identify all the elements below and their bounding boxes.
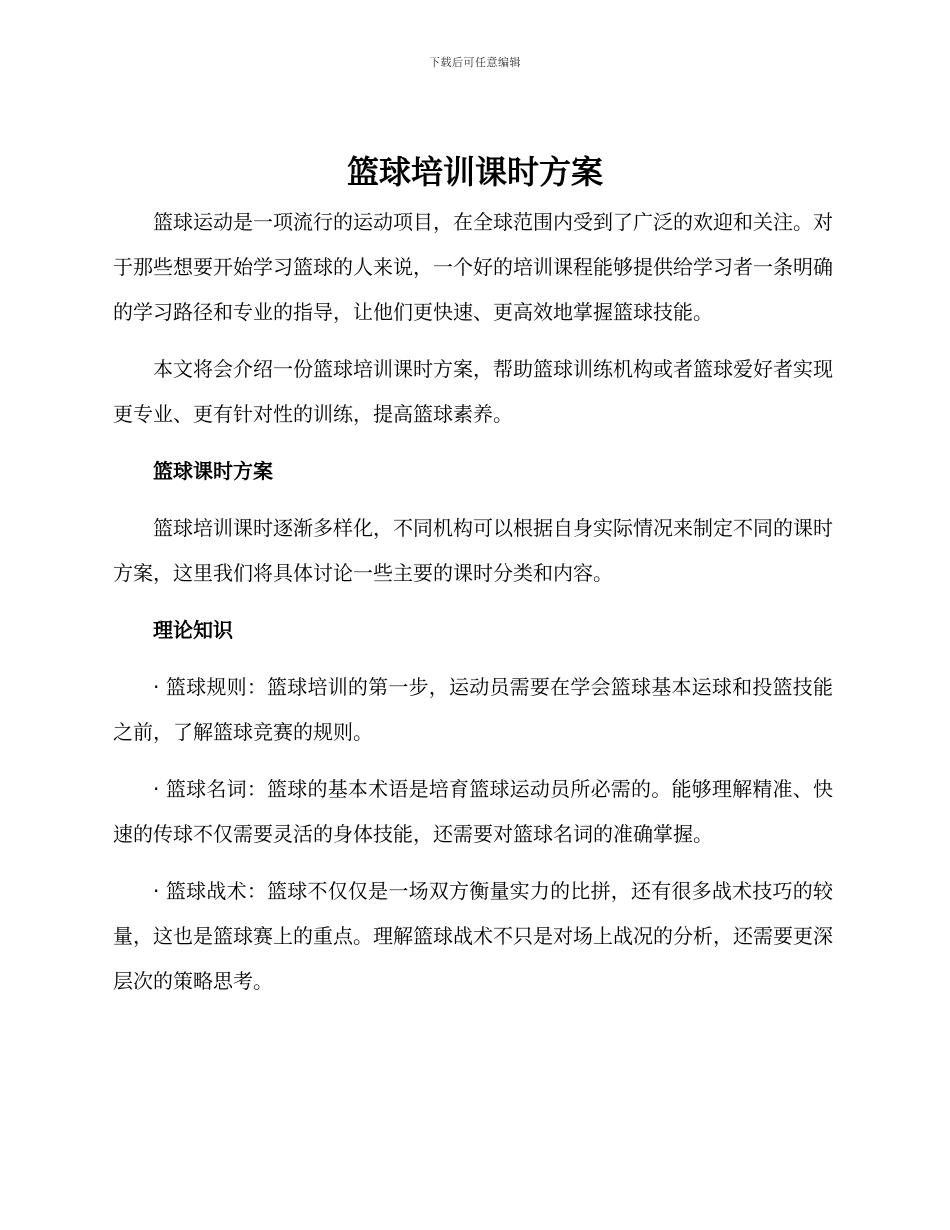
section-heading-course-plan: 篮球课时方案 xyxy=(153,459,273,483)
section-heading-theory: 理论知识 xyxy=(153,618,233,642)
intro-paragraph: 篮球运动是一项流行的运动项目，在全球范围内受到了广泛的欢迎和关注。对于那些想要开始学习篮球的人来说，一个好的培训课程能够提供给学习者一条明确的学习路径和专业的指导，让他们更快速、更高效地掌握篮球技能。 xyxy=(113,210,833,324)
intro-paragraph: 本文将会介绍一份篮球培训课时方案，帮助篮球训练机构或者篮球爱好者实现更专业、更有针对性的训练，提高篮球素养。 xyxy=(113,357,833,426)
list-item-tactics: · 篮球战术：篮球不仅仅是一场双方衡量实力的比拼，还有很多战术技巧的较量，这也是篮球赛上的重点。理解篮球战术不只是对场上战况的分析，还需要更深层次的策略思考。 xyxy=(113,879,833,993)
section-paragraph: 篮球培训课时逐渐多样化，不同机构可以根据自身实际情况来制定不同的课时方案，这里我们将具体讨论一些主要的课时分类和内容。 xyxy=(113,516,833,585)
header-note: 下载后可任意编辑 xyxy=(429,56,521,69)
document-title: 篮球培训课时方案 xyxy=(346,153,603,191)
document-body xyxy=(113,200,833,1016)
list-item-terms: · 篮球名词：篮球的基本术语是培育篮球运动员所必需的。能够理解精准、快速的传球不仅需要灵活的身体技能，还需要对篮球名词的准确掌握。 xyxy=(113,777,833,846)
list-item-rules: · 篮球规则：篮球培训的第一步，运动员需要在学会篮球基本运球和投篮技能之前，了解篮球竞赛的规则。 xyxy=(113,675,833,744)
